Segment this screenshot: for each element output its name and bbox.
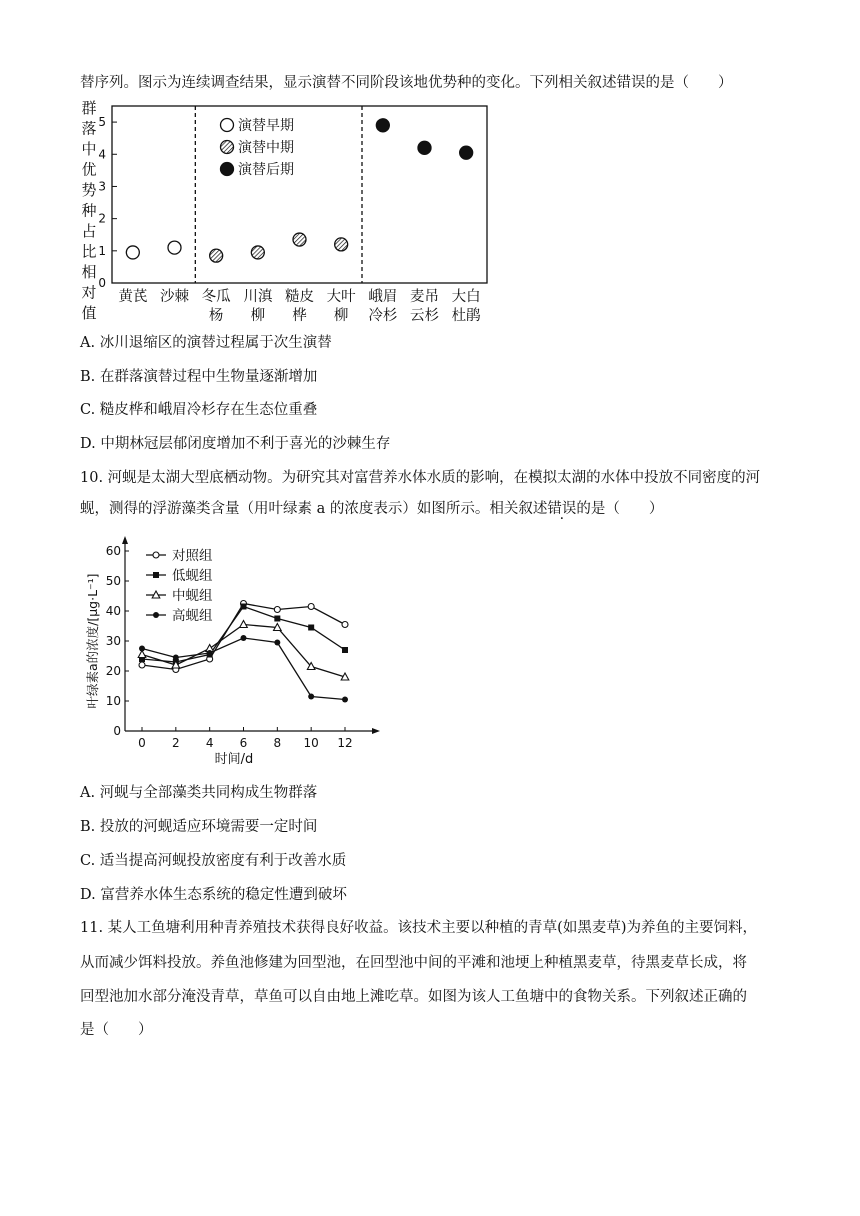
legend-label: 中蚬组	[172, 588, 213, 604]
data-point	[342, 647, 348, 653]
y-tick-label: 30	[105, 634, 121, 648]
category-label: 黄芪	[118, 289, 148, 305]
legend-marker	[153, 572, 159, 578]
data-point	[168, 241, 181, 254]
data-point	[418, 141, 431, 154]
x-tick-label: 10	[303, 736, 319, 750]
y-axis-label-char: 占	[81, 222, 97, 240]
category-label: 大叶	[326, 289, 356, 305]
category-label-line2: 杜鹃	[451, 308, 481, 324]
y-axis-label-char: 种	[81, 201, 97, 220]
data-point	[251, 246, 264, 259]
data-point	[138, 651, 146, 658]
data-point	[376, 119, 389, 132]
y-tick-label: 20	[105, 664, 121, 678]
category-label: 麦吊	[410, 289, 439, 305]
legend-marker-hatched	[221, 141, 234, 154]
y-tick-label: 0	[98, 276, 106, 290]
y-tick-label: 10	[105, 694, 121, 708]
data-point	[210, 249, 223, 262]
x-axis-label: 时间/d	[214, 752, 254, 767]
data-point	[207, 650, 213, 656]
y-tick-label: 2	[98, 211, 106, 226]
legend-marker-open	[221, 119, 234, 132]
category-label-line2: 柳	[333, 308, 349, 324]
category-label: 糙皮	[285, 289, 314, 305]
category-label: 冬瓜	[201, 289, 231, 305]
category-label: 沙棘	[160, 289, 189, 305]
data-point	[274, 607, 280, 613]
q9-option-a: A. 冰川退缩区的演替过程属于次生演替	[80, 335, 332, 351]
q10-emphasis-word: 错误	[547, 501, 577, 517]
data-point	[293, 233, 306, 246]
data-point	[342, 622, 348, 628]
x-tick-label: 0	[138, 736, 146, 750]
data-point	[241, 635, 247, 641]
q9-stem-tail: 替序列。图示为连续调查结果，显示演替不同阶段该地优势种的变化。下列相关叙述错误的是（ ）	[80, 75, 733, 91]
y-axis-label-char: 势	[81, 181, 97, 199]
y-tick-label: 0	[113, 724, 121, 738]
q10-stem-line1: 10. 河蚬是太湖大型底栖动物。为研究其对富营养水体水质的影响，在模拟太湖的水体中投放不同密度的河	[80, 470, 761, 486]
x-tick-label: 6	[239, 736, 248, 750]
legend-marker	[153, 552, 159, 558]
data-point	[460, 146, 473, 159]
data-point	[139, 646, 145, 652]
y-axis-label-char: 优	[81, 160, 97, 179]
y-tick-label: 40	[105, 604, 121, 618]
y-axis-label: 叶绿素a的浓度/[μg·L⁻¹]	[85, 573, 100, 709]
q11-stem-line2: 从而减少饵料投放。养鱼池修建为回型池，在回型池中间的平滩和池埂上种植黑麦草，待黑麦草长成，将	[80, 955, 747, 971]
legend-label: 演替中期	[238, 140, 294, 156]
data-point	[274, 616, 280, 622]
legend-label: 高蚬组	[172, 608, 213, 624]
q10-option-a: A. 河蚬与全部藻类共同构成生物群落	[80, 785, 318, 801]
y-tick-label: 4	[98, 147, 106, 162]
y-tick-label: 1	[98, 243, 106, 258]
data-point	[274, 640, 280, 646]
category-label: 大白	[451, 289, 481, 305]
y-axis-label-char: 群	[81, 99, 97, 117]
y-axis-arrow	[122, 536, 128, 544]
data-point	[173, 655, 179, 661]
data-point	[240, 621, 248, 628]
chart-chlorophyll	[80, 535, 380, 775]
y-tick-label: 50	[105, 574, 121, 588]
x-axis-arrow	[372, 728, 380, 734]
data-point	[126, 246, 139, 259]
data-point	[139, 662, 145, 668]
category-label-line2: 桦	[292, 308, 307, 324]
data-point	[342, 697, 348, 703]
legend-label: 演替后期	[238, 162, 294, 178]
y-axis-label-char: 值	[81, 304, 97, 322]
q11-stem-line3: 回型池加水部分淹没青草，草鱼可以自由地上滩吃草。如图为该人工鱼塘中的食物关系。下列叙述正确的	[80, 989, 747, 1005]
legend-marker-filled	[221, 163, 234, 176]
category-label-line2: 冷杉	[368, 308, 398, 324]
q10-option-d: D. 富营养水体生态系统的稳定性遭到破坏	[80, 887, 347, 903]
q10-option-c: C. 适当提高河蚬投放密度有利于改善水质	[80, 853, 347, 869]
y-axis-label-char: 对	[81, 283, 97, 302]
q10-stem-line2	[80, 499, 663, 519]
legend-label: 低蚬组	[172, 568, 213, 584]
data-point	[308, 604, 314, 610]
legend-label: 对照组	[172, 548, 213, 564]
plot-frame	[112, 106, 487, 283]
q11-stem-line4: 是（ ）	[80, 1022, 153, 1038]
q11-stem-line1: 11. 某人工鱼塘利用种青养殖技术获得良好收益。该技术主要以种植的青草(如黑麦草)为养鱼的主要饲料，	[80, 920, 757, 936]
data-point	[308, 694, 314, 700]
category-label-line2: 云杉	[410, 308, 439, 324]
q10-stem-part1: 蚬，测得的浮游藻类含量（用叶绿素 a 的浓度表示）如图所示。相关叙述	[80, 501, 548, 517]
q9-option-d: D. 中期林冠层郁闭度增加不利于喜光的沙棘生存	[80, 436, 391, 452]
data-point	[335, 238, 348, 251]
y-axis-label-char: 相	[81, 263, 97, 281]
y-tick-label: 60	[105, 544, 121, 558]
y-axis-label-char: 落	[81, 119, 97, 138]
q10-option-b: B. 投放的河蚬适应环境需要一定时间	[80, 819, 318, 835]
category-label: 川滇	[243, 289, 273, 305]
x-tick-label: 2	[172, 736, 180, 750]
y-axis-label-char: 比	[81, 242, 97, 261]
data-point	[241, 604, 247, 610]
data-point	[308, 625, 314, 631]
q9-option-b: B. 在群落演替过程中生物量逐渐增加	[80, 369, 318, 385]
category-label-line2: 杨	[208, 308, 224, 324]
x-tick-label: 12	[337, 736, 353, 750]
q9-option-c: C. 糙皮桦和峨眉冷杉存在生态位重叠	[80, 402, 318, 418]
x-tick-label: 4	[205, 736, 214, 750]
y-axis-label-char: 中	[81, 140, 97, 158]
legend-label: 演替早期	[238, 118, 294, 134]
y-tick-label: 5	[98, 115, 106, 130]
legend-marker	[153, 612, 159, 618]
chart-dominant-species	[76, 99, 496, 324]
q10-stem-part2: 的是（ ）	[576, 501, 664, 517]
y-tick-label: 3	[98, 179, 106, 194]
x-tick-label: 8	[273, 736, 282, 750]
category-label: 峨眉	[368, 289, 398, 305]
category-label-line2: 柳	[250, 308, 266, 324]
